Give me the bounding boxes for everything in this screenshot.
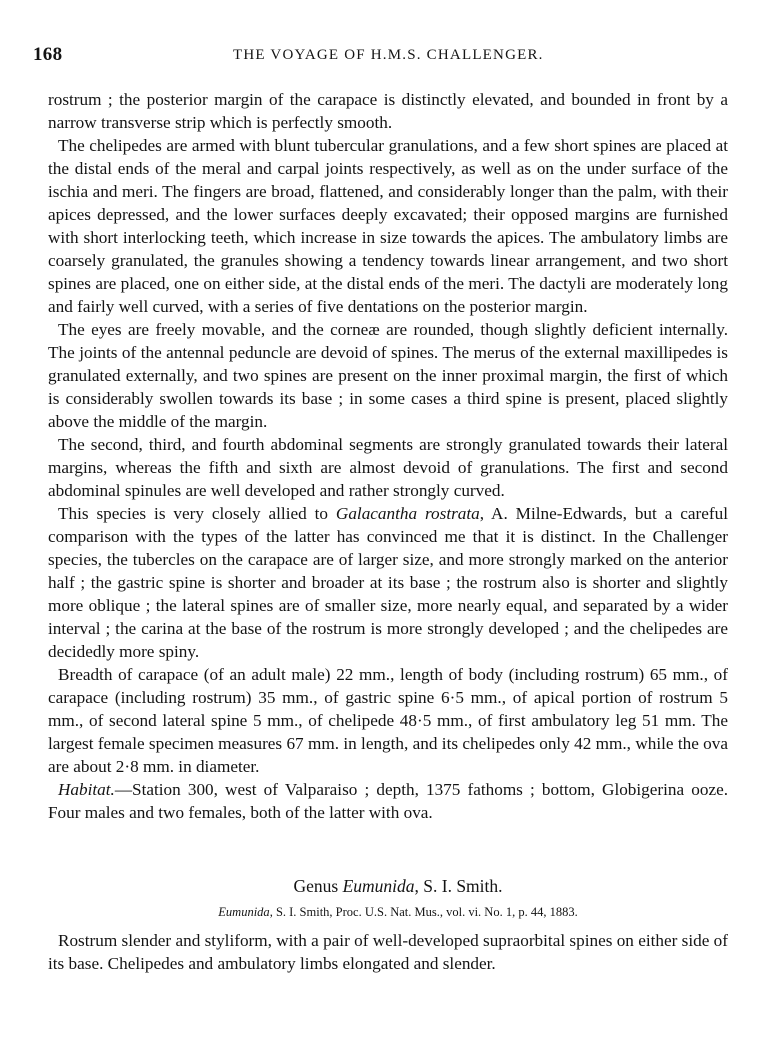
genus-author: , S. I. Smith. xyxy=(414,876,503,896)
paragraph-measurements: Breadth of carapace (of an adult male) 22 mm., length of body (including rostrum) 65 mm., of carapace (including rostrum) 35 mm., of gastric spine 6·5 mm., of apical portion of rostrum 5 mm., of second lateral spine 5 mm., of chelipede 48·5 mm., of first ambulatory leg 51 mm. The largest female specimen measures 67 mm. in length, and its chelipedes only 42 mm., while the ova are about 2·8 mm. in diameter. xyxy=(48,665,728,776)
journal-title: THE VOYAGE OF H.M.S. CHALLENGER. xyxy=(233,47,544,63)
paragraph-eyes: The eyes are freely movable, and the corneæ are rounded, though slightly deficient internally. The joints of the antennal peduncle are devoid of spines. The merus of the external maxillipedes is granulated externally, and two spines are present on the inner proximal margin, the first of which is considerably swollen towards its base ; in some cases a third spine is present, placed slightly above the middle of the margin. xyxy=(48,320,728,431)
paragraph-comparison xyxy=(48,502,728,663)
genus-name: Eumunida xyxy=(342,876,415,896)
genus-heading xyxy=(48,875,728,897)
body-text xyxy=(48,88,728,824)
comparison-text-before: This species is very closely allied to xyxy=(58,504,336,523)
page-number: 168 xyxy=(33,44,63,65)
running-head xyxy=(33,44,733,66)
habitat-text: —Station 300, west of Valparaiso ; depth, 1375 fathoms ; bottom, Globigerina ooze. Four males and two females, both of the latter with ova. xyxy=(48,780,728,822)
comparison-text-after: , A. Milne-Edwards, but a careful comparison with the types of the latter has convinced me that it is distinct. In the Challenger species, the tubercles on the carapace are of larger size, and more strongly marked on the anterior half ; the gastric spine is shorter and broader at its base ; the rostrum also is shorter and slightly more oblique ; the lateral spines are of smaller size, more nearly equal, and separated by a wider interval ; the carina at the base of the rostrum is more strongly developed ; and the chelipedes are decidedly more spiny. xyxy=(48,504,728,661)
genus-ref-name: Eumunida xyxy=(218,905,270,919)
genus-section xyxy=(48,875,728,975)
paragraph-chelipedes: The chelipedes are armed with blunt tubercular granulations, and a few short spines are placed at the distal ends of the meral and carpal joints respectively, as well as on the under surface of the ischia and meri. The fingers are broad, flattened, and considerably longer than the palm, with their apices depressed, and the lower surfaces deeply excavated; their opposed margins are furnished with short interlocking teeth, which increase in size towards the apices. The ambulatory limbs are coarsely granulated, the granules showing a tendency towards linear arrangement, and two short spines are placed, one on either side, at the distal ends of the meri. The dactyli are moderately long and fairly well curved, with a series of five dentations on the posterior margin. xyxy=(48,136,728,316)
genus-ref-text: , S. I. Smith, Proc. U.S. Nat. Mus., vol. vi. No. 1, p. 44, 1883. xyxy=(269,905,578,919)
species-name: Galacantha rostrata xyxy=(335,504,480,523)
paragraph-habitat xyxy=(48,778,728,824)
paragraph-rostrum: rostrum ; the posterior margin of the carapace is distinctly elevated, and bounded in front by a narrow transverse strip which is perfectly smooth. xyxy=(48,90,728,132)
paragraph-abdominal: The second, third, and fourth abdominal segments are strongly granulated towards their lateral margins, whereas the fifth and sixth are almost devoid of granulations. The first and second abdominal spinules are well developed and rather strongly curved. xyxy=(48,435,728,500)
genus-description: Rostrum slender and styliform, with a pair of well-developed supraorbital spines on either side of its base. Chelipedes and ambulatory limbs elongated and slender. xyxy=(48,931,728,973)
genus-prefix: Genus xyxy=(293,876,343,896)
genus-reference xyxy=(48,903,728,921)
habitat-label: Habitat. xyxy=(58,780,115,799)
